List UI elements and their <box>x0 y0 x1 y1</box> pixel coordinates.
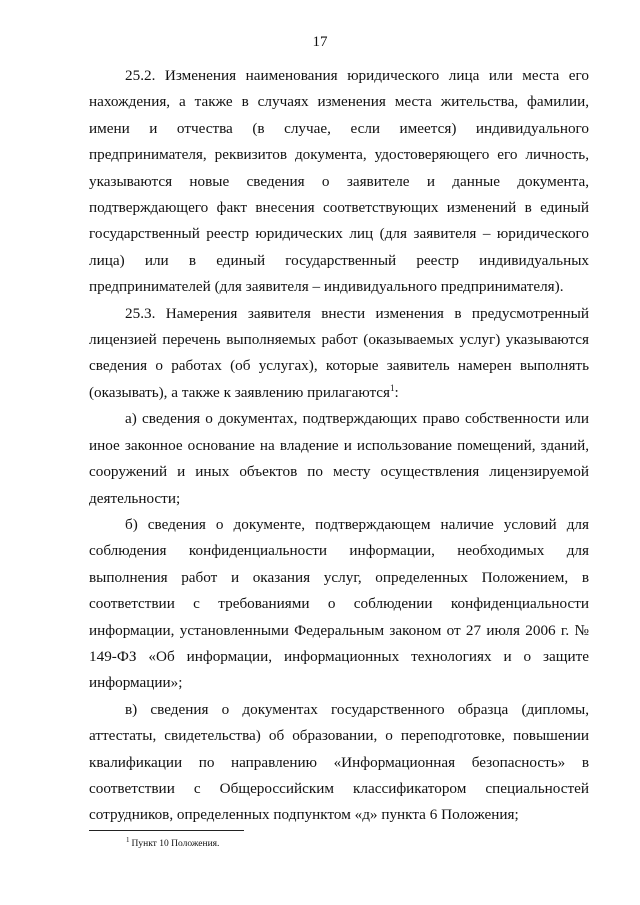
footnote-marker: 1 <box>126 836 130 844</box>
paragraph-item-v: в) сведения о документах государственного образца (дипломы, аттестаты, свидетельства) об образовании, о переподготовке, повышении квалификации по направлению «Информационная безопасность» в соответствии с Общероссийским классификатором специальностей сотрудников, определенных подпунктом «д» пункта 6 Положения; <box>89 700 589 824</box>
page-number: 17 <box>312 34 328 50</box>
paragraph-25-3-tail: : <box>394 383 399 401</box>
document-body <box>89 63 589 829</box>
footnote-reference: 1 <box>390 382 395 393</box>
footnote-divider <box>89 830 244 831</box>
paragraph-item-a: а) сведения о документах, подтверждающих право собственности или иное законное основание на владение и использование помещений, зданий, сооружений и иных объектов по месту осуществления лицензируемой деятельности; <box>89 410 589 507</box>
footnote <box>126 838 219 850</box>
paragraph-item-b: б) сведения о документе, подтверждающем наличие условий для соблюдения конфиденциальности информации, необходимых для выполнения работ и оказания услуг, определенных Положением, в соответствии с требованиями о соблюдении конфиденциальности информации, установленными Федеральным законом от 27 июля 2006 г. № 149-ФЗ «Об информации, информационных технологиях и о защите информации»; <box>89 515 589 692</box>
paragraph-25-3-text: 25.3. Намерения заявителя внести изменения в предусмотренный лицензией перечень выполняемых работ (оказываемых услуг) указываются сведения о работах (об услугах), которые заявитель намерен выполнять (оказывать), а также к заявлению прилагаются <box>89 304 589 401</box>
paragraph-25-3 <box>89 301 589 407</box>
footnote-text: Пункт 10 Положения. <box>131 839 220 849</box>
paragraph-25-2: 25.2. Изменения наименования юридического лица или места его нахождения, а также в случаях изменения места жительства, фамилии, имени и отчества (в случае, если имеется) индивидуального предпринимателя, реквизитов документа, удостоверяющего его личность, указываются новые сведения о заявителе и данные документа, подтверждающего факт внесения соответствующих изменений в единый государственный реестр юридических лиц (для заявителя – юридического лица) или в единый государственный реестр индивидуальных предпринимателей (для заявителя – индивидуального предпринимателя). <box>89 67 589 296</box>
